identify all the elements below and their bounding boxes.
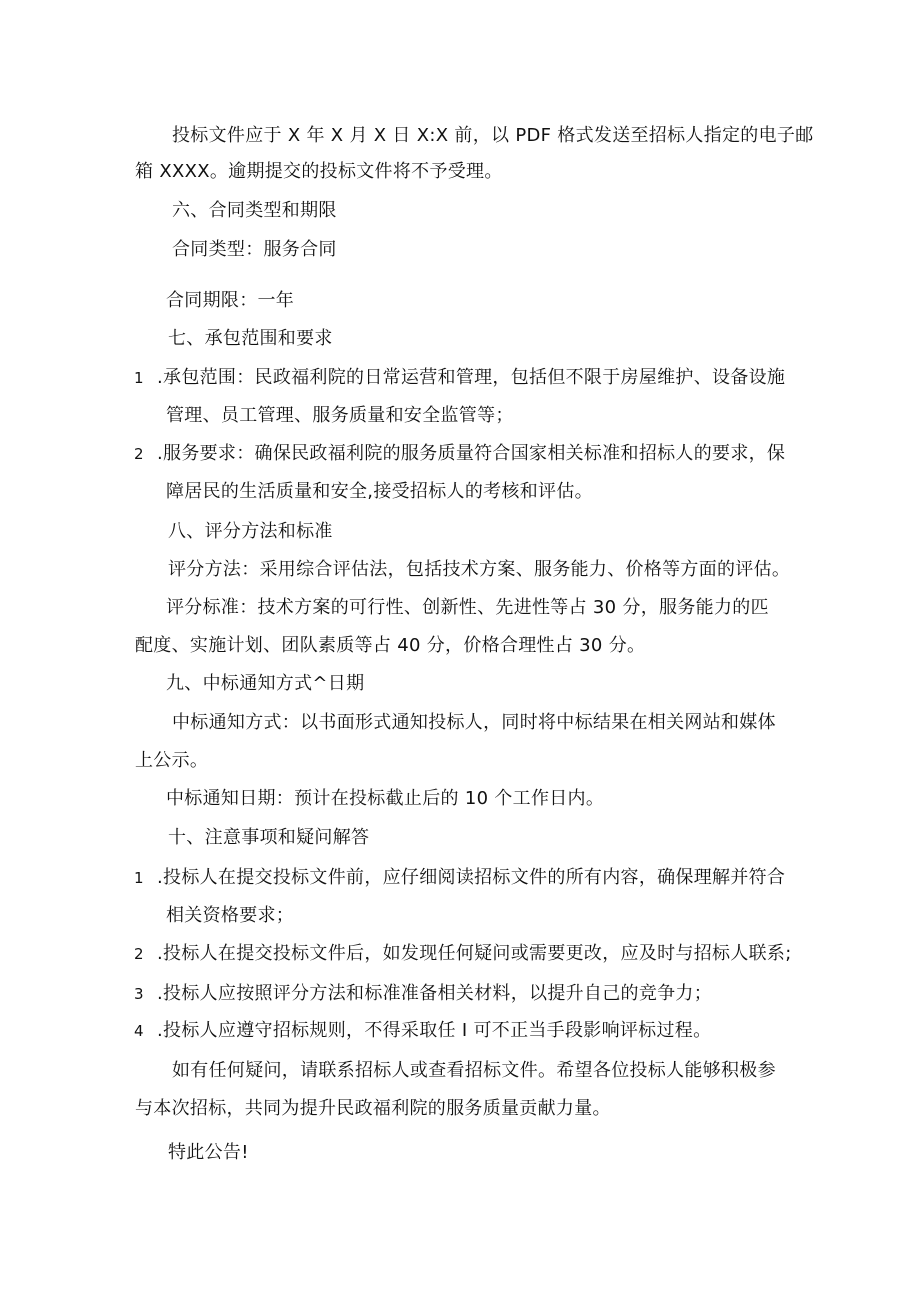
list-number: 4 (134, 1022, 144, 1040)
list-number: 2 (134, 945, 144, 963)
notice-item: .投标人应遵守招标规则，不得采取任 I 可不正当手段影响评标过程。 (157, 1020, 712, 1041)
section-8-heading: 八、评分方法和标准 (168, 521, 333, 542)
submission-line-2: 箱 XXXX。逾期提交的投标文件将不予受理。 (135, 161, 503, 182)
service-item-line-1: .服务要求：确保民政福利院的服务质量符合国家相关标准和招标人的要求，保 (157, 443, 786, 464)
section-6-heading: 六、合同类型和期限 (172, 200, 337, 221)
notice-item-line-1: .投标人在提交投标文件前，应仔细阅读招标文件的所有内容，确保理解并符合 (157, 867, 786, 888)
scoring-criteria-line-1: 评分标准：技术方案的可行性、创新性、先进性等占 30 分，服务能力的匹 (166, 597, 769, 618)
scope-item-line-2: 管理、员工管理、服务质量和安全监管等； (166, 405, 514, 426)
signoff: 特此公告! (168, 1142, 249, 1163)
notice-item: .投标人应按照评分方法和标准准备相关材料，以提升自己的竞争力； (157, 983, 713, 1004)
notice-method-line-2: 上公示。 (135, 750, 209, 771)
notice-method-line-1: 中标通知方式：以书面形式通知投标人，同时将中标结果在相关网站和媒体 (172, 712, 776, 733)
closing-line-2: 与本次招标，共同为提升民政福利院的服务质量贡献力量。 (135, 1098, 611, 1119)
notice-item-line-2: 相关资格要求； (166, 905, 295, 926)
contract-term: 合同期限：一年 (166, 290, 295, 311)
section-10-heading: 十、注意事项和疑问解答 (168, 827, 370, 848)
section-9-heading: 九、中标通知方式^日期 (166, 673, 365, 694)
list-number: 1 (134, 869, 144, 887)
scope-item-line-1: .承包范围：民政福利院的日常运营和管理，包括但不限于房屋维护、设备设施 (157, 367, 786, 388)
scoring-method: 评分方法：采用综合评估法，包括技术方案、服务能力、价格等方面的评估。 (168, 559, 791, 580)
contract-type: 合同类型：服务合同 (172, 239, 337, 260)
submission-line-1: 投标文件应于 X 年 X 月 X 日 X:X 前，以 PDF 格式发送至招标人指定的电子邮 (172, 125, 814, 146)
section-7-heading: 七、承包范围和要求 (168, 328, 333, 349)
list-number: 3 (134, 985, 144, 1003)
closing-line-1: 如有任何疑问，请联系招标人或查看招标文件。希望各位投标人能够积极参 (172, 1060, 776, 1081)
notice-date: 中标通知日期：预计在投标截止后的 10 个工作日内。 (166, 788, 605, 809)
scoring-criteria-line-2: 配度、实施计划、团队素质等占 40 分，价格合理性占 30 分。 (135, 635, 646, 656)
notice-item: .投标人在提交投标文件后，如发现任何疑问或需要更改，应及时与招标人联系; (157, 943, 792, 964)
service-item-line-2: 障居民的生活质量和安全,接受招标人的考核和评估。 (166, 481, 593, 502)
list-number: 1 (134, 369, 144, 387)
list-number: 2 (134, 445, 144, 463)
